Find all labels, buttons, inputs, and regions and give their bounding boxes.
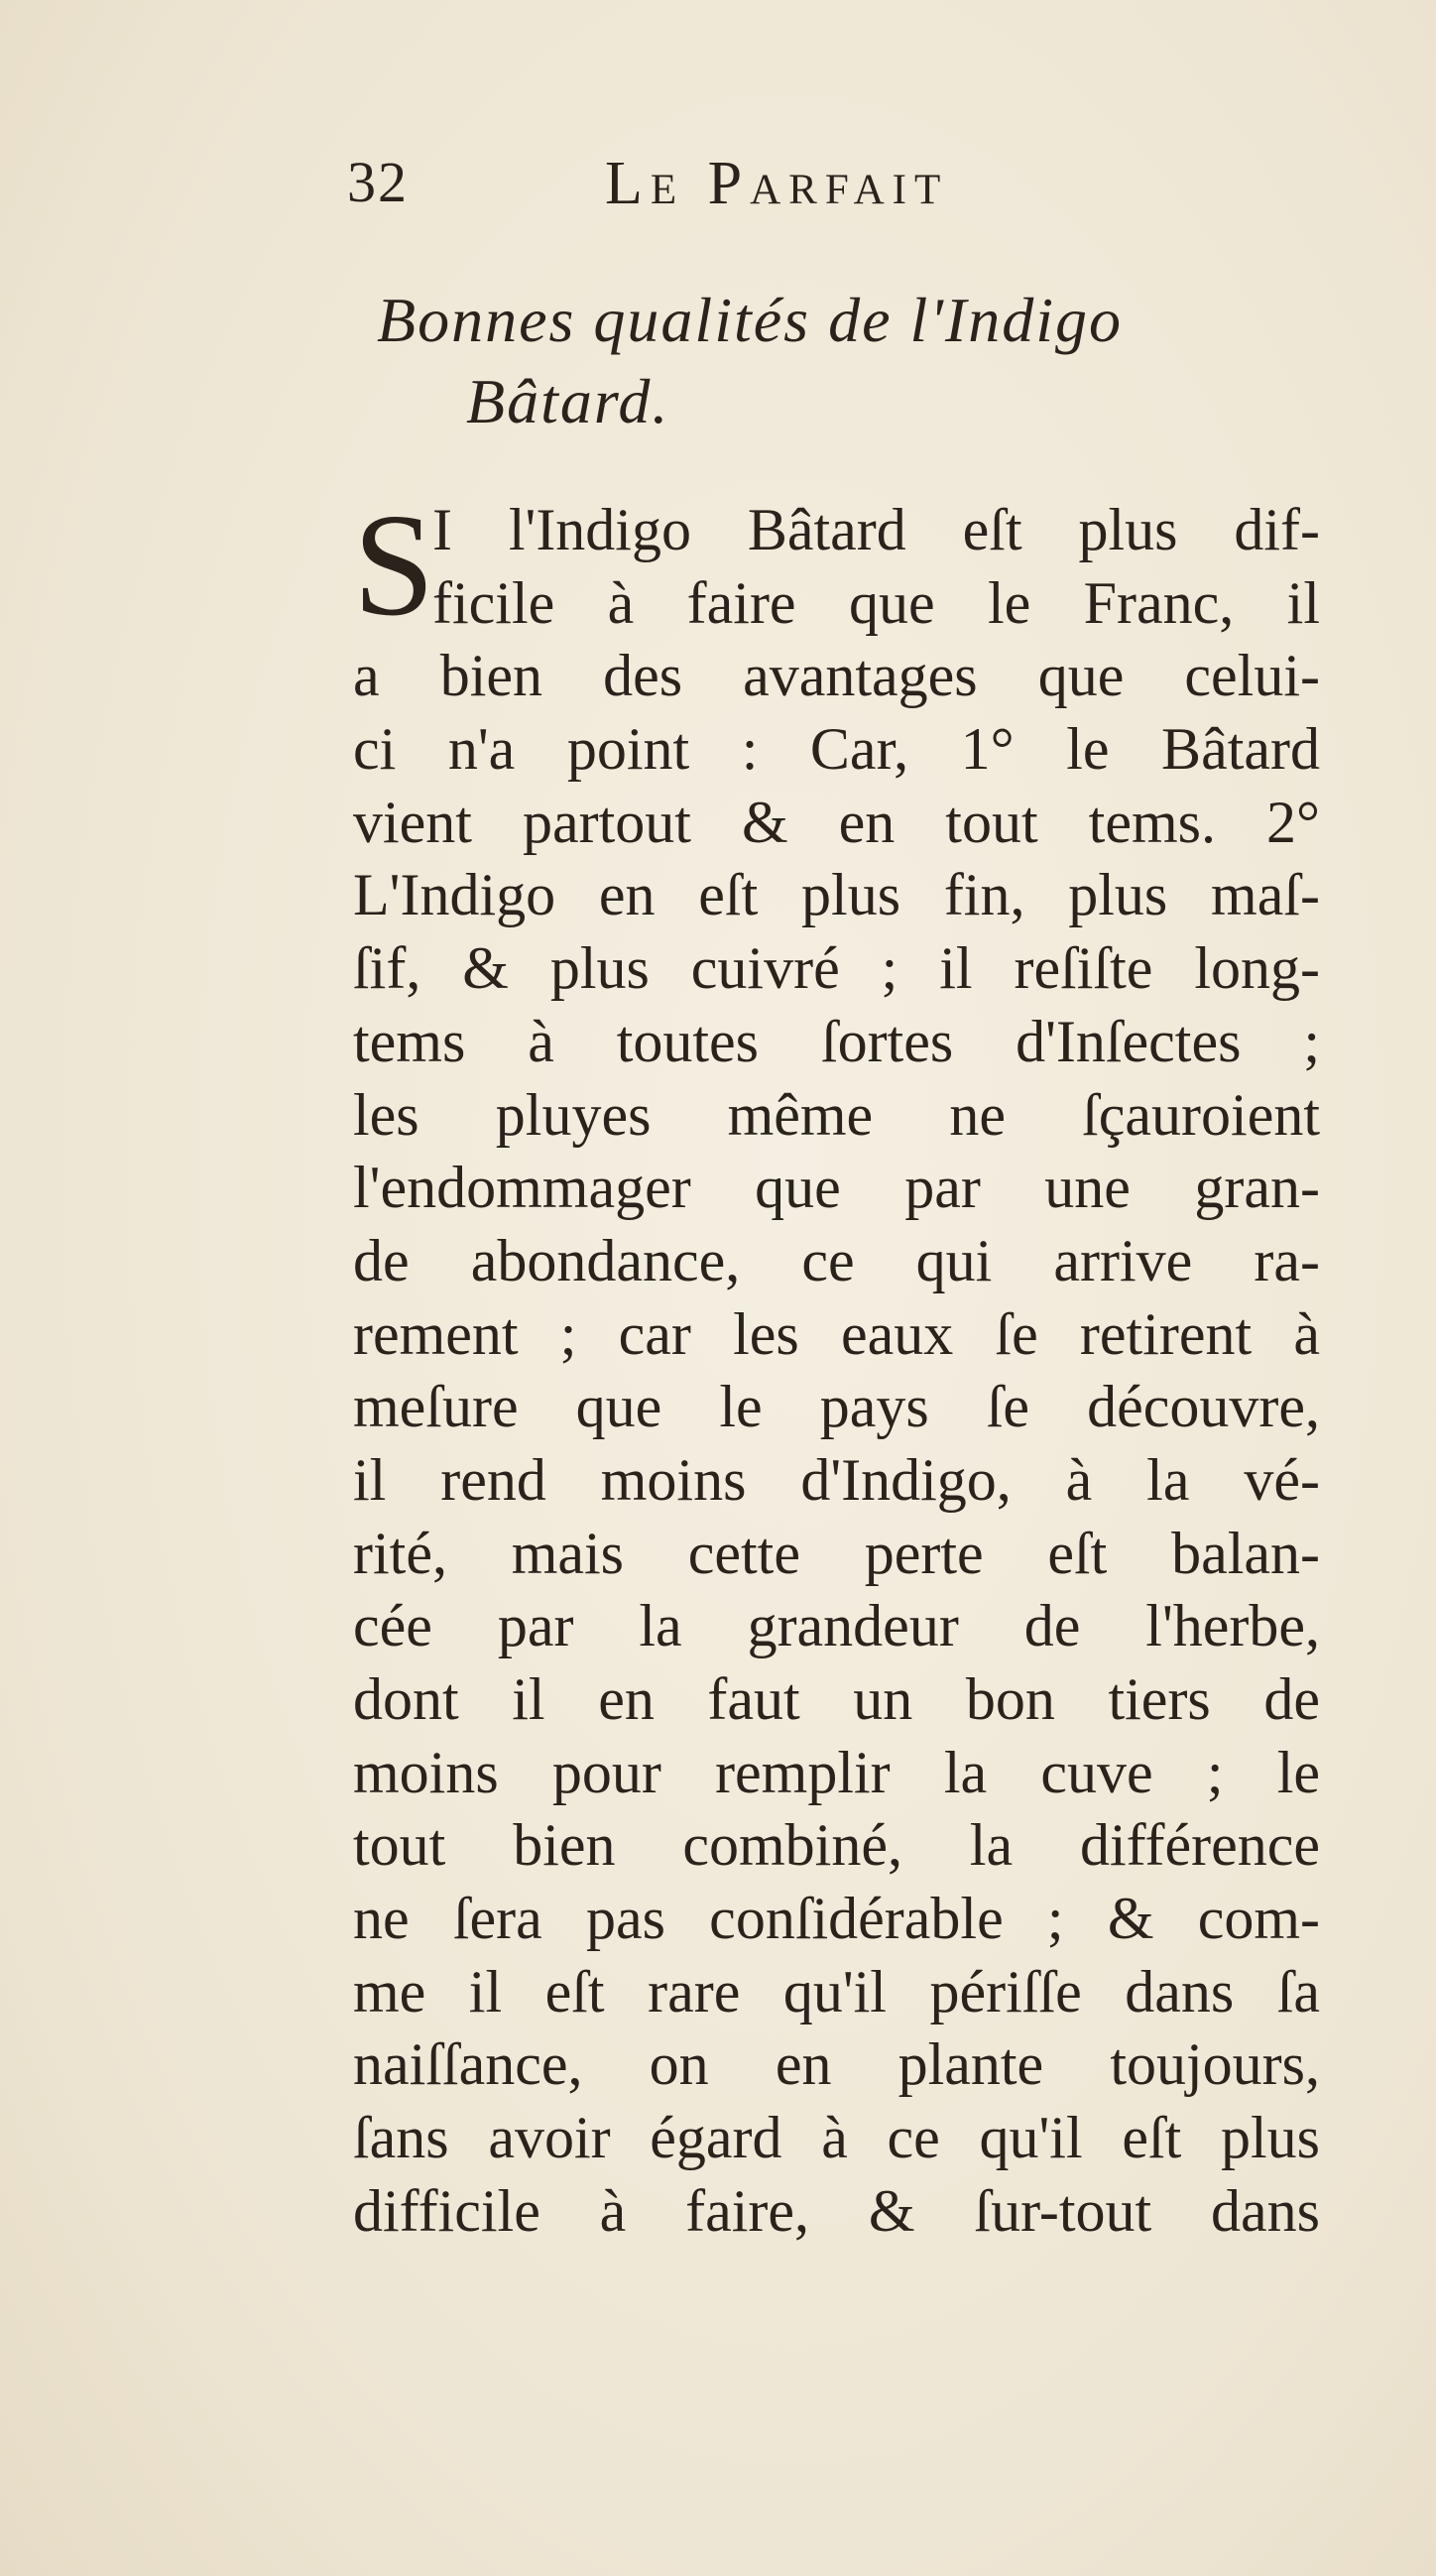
text-line: difficile à faire, & ſur-tout dans <box>353 2177 1320 2244</box>
text-line: de abondance, ce qui arrive ra- <box>353 1227 1320 1293</box>
text-line: L'Indigo en eſt plus fin, plus maſ- <box>353 862 1320 928</box>
drop-cap: S <box>353 484 435 647</box>
running-title: Le Parfait <box>605 150 949 217</box>
text-line: vient partout & en tout tems. 2° <box>353 789 1320 855</box>
text-line: cée par la grandeur de l'herbe, <box>353 1593 1320 1659</box>
text-line: ſif, & plus cuivré ; il reſiſte long- <box>353 935 1320 1002</box>
section-heading <box>377 280 1269 442</box>
running-head <box>347 149 1061 228</box>
text-line: a bien des avantages que celui- <box>353 643 1320 709</box>
text-line: ne ſera pas conſidérable ; & com- <box>353 1886 1320 1952</box>
text-line: meſure que le pays ſe découvre, <box>353 1374 1320 1440</box>
text-line: me il eſt rare qu'il périſſe dans ſa <box>353 1958 1320 2024</box>
text-line: les pluyes même ne ſçauroient <box>353 1081 1320 1148</box>
text-line: ficile à faire que le Franc, il <box>432 569 1320 636</box>
text-line: moins pour remplir la cuve ; le <box>353 1739 1320 1805</box>
text-line: ci n'a point : Car, 1° le Bâtard <box>353 716 1320 783</box>
text-line: I l'Indigo Bâtard eſt plus dif- <box>432 497 1320 562</box>
text-line: rement ; car les eaux ſe retirent à <box>353 1300 1320 1367</box>
text-line: tout bien combiné, la différence <box>353 1812 1320 1879</box>
text-line: naiſſance, on en plante toujours, <box>353 2031 1320 2098</box>
page-number: 32 <box>347 150 409 214</box>
text-line: ſans avoir égard à ce qu'il eſt plus <box>353 2105 1320 2171</box>
text-line: il rend moins d'Indigo, à la vé- <box>353 1446 1320 1513</box>
section-heading-line-1: Bonnes qualités de l'Indigo <box>377 285 1124 355</box>
text-line: dont il en faut un bon tiers de <box>353 1666 1320 1732</box>
text-line: tems à toutes ſortes d'Inſectes ; <box>353 1008 1320 1074</box>
section-heading-line-2: Bâtard. <box>466 366 670 436</box>
text-line: rité, mais cette perte eſt balan- <box>353 1520 1320 1586</box>
text-line: l'endommager que par une gran- <box>353 1155 1320 1221</box>
body-text <box>353 484 1320 2249</box>
